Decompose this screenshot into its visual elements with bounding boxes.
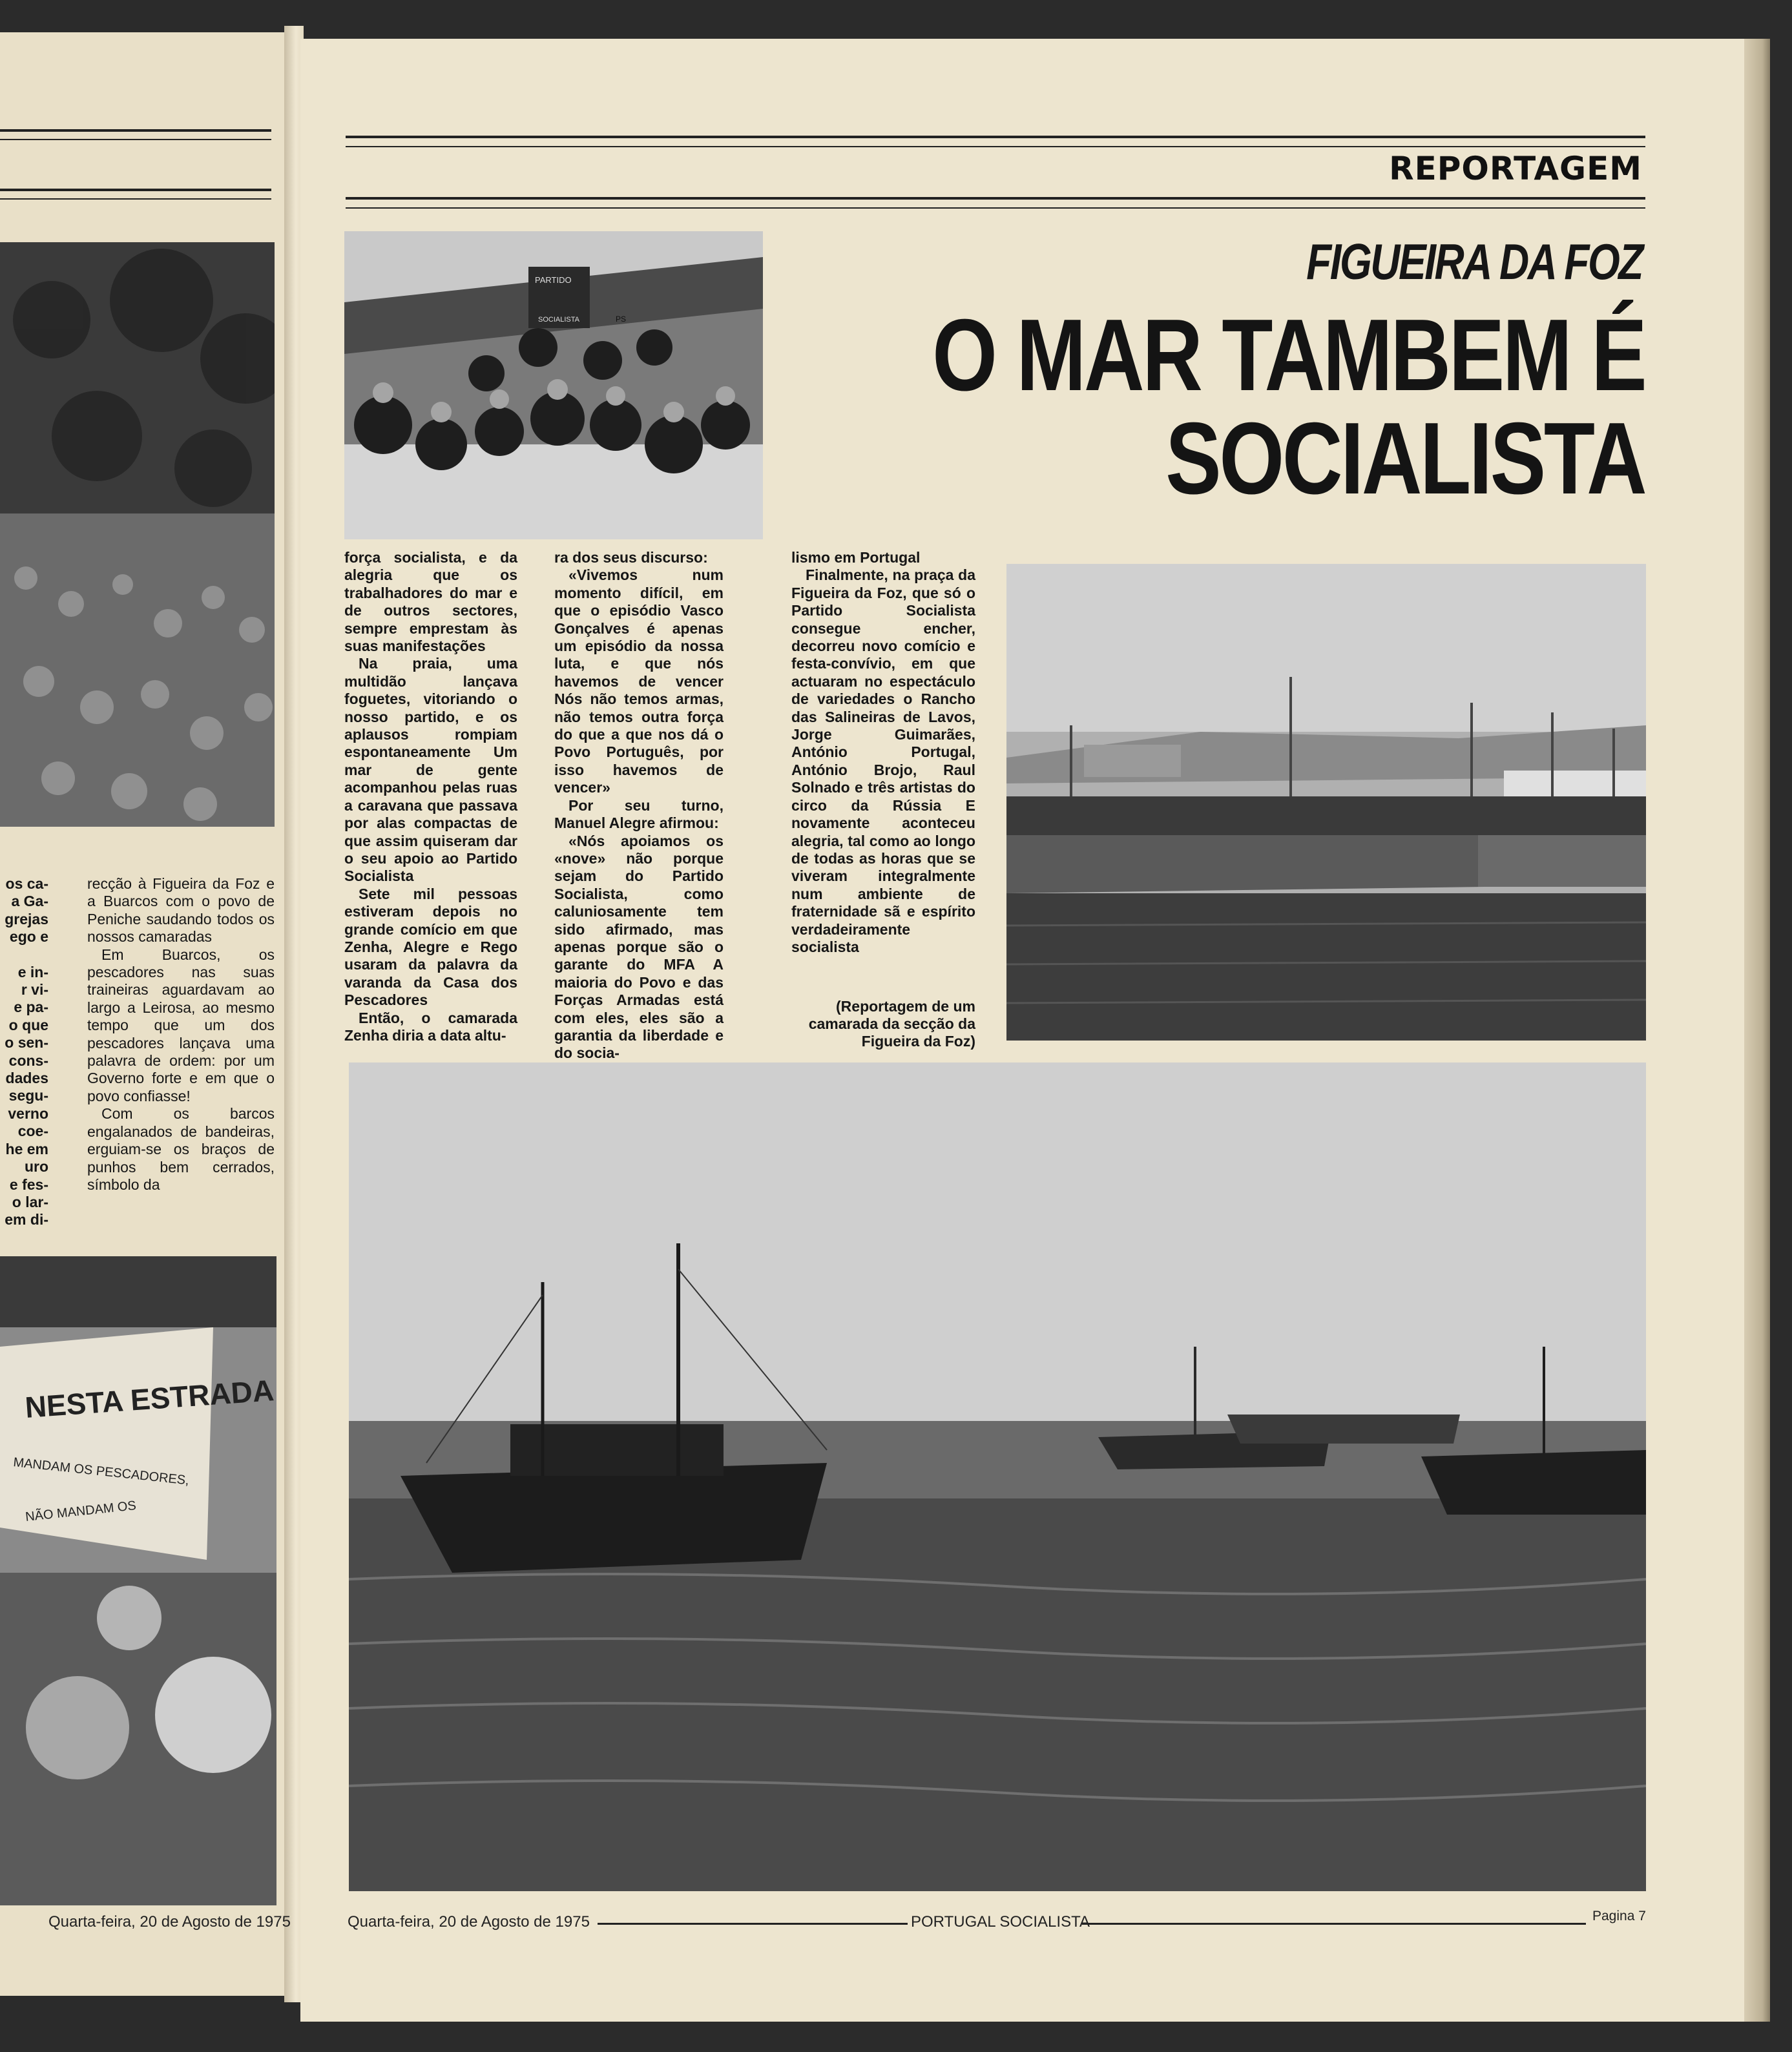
footer-rule-left [598, 1923, 908, 1925]
harbour-photo [1006, 564, 1646, 1041]
left-col-a-line: o lar- [12, 1193, 48, 1210]
paragraph: Sete mil pessoas estiveram depois no grande comício em que Zenha, Alegre e Rego usaram da palavra da varanda da Casa dos Pescadores [344, 885, 517, 1009]
left-col-a-line: dades [5, 1070, 48, 1087]
top-rule-2 [346, 146, 1645, 147]
left-col-a-line: verno [8, 1104, 48, 1122]
left-col-a-line: em di- [5, 1211, 48, 1228]
paragraph: recção à Figueira da Foz e a Buarcos com o povo de Peniche saudando todos os nossos camaradas [87, 875, 275, 946]
headline-line: O MAR TAMBEM É [932, 298, 1645, 412]
left-top-rule [0, 129, 271, 132]
left-footer-date: Quarta-feira, 20 de Agosto de 1975 [48, 1913, 291, 1931]
paragraph: Por seu turno, Manuel Alegre afirmou: [554, 796, 724, 832]
paragraph: Então, o camarada Zenha diria a data altu- [344, 1009, 517, 1044]
page-edge [1744, 39, 1770, 2022]
left-top-rule-2 [0, 139, 271, 140]
kicker-title: FIGUEIRA DA FOZ [1306, 233, 1642, 290]
banner-text: NESTA ESTRADA [24, 1373, 275, 1424]
article-col-3 [791, 549, 975, 956]
paragraph: ra dos seus discurso: [554, 549, 708, 566]
top-rule [346, 136, 1645, 138]
left-top-rule-4 [0, 198, 271, 200]
section-rule-2 [346, 207, 1645, 209]
left-col-a-line: r vi- [21, 981, 48, 999]
crowd-photo [0, 242, 275, 827]
article-col-2 [554, 549, 724, 1062]
fishing-boats-photo [349, 1062, 1646, 1891]
left-col-b [87, 875, 275, 1194]
paragraph: Finalmente, na praça da Figueira da Foz, que só o Partido Socialista consegue encher, decorreu novo comício e festa-convívio, em que actuaram no espectáculo de variedades o Rancho das Salineiras de Lavos, Jorge Guimarães, António Portugal, António Brojo, Raul Solnado e três artistas do circo da Rússia E novamente aconteceu alegria, tal como ao longo de todas as horas que se viveram integralmente num ambiente de fraternidade sã e espírito verdadeiramente socialista [791, 566, 975, 955]
left-col-a-line: e pa- [14, 999, 48, 1016]
left-col-a-line: os ca- [5, 875, 48, 892]
footer-paper-name: PORTUGAL SOCIALISTA [911, 1913, 1090, 1931]
headline [932, 298, 1645, 515]
left-col-a [0, 875, 48, 1229]
left-col-a-line: coe- [17, 1123, 48, 1140]
report-credit: (Reportagem de um camarada da secção da Figueira da Foz) [808, 998, 975, 1050]
banner-text: NÃO MANDAM OS [25, 1498, 137, 1524]
paragraph: «Nós apoiamos os «nove» não porque sejam do Partido Socialista, como caluniosamente tem sido afirmado, mas apenas porque são o garante do MFA A maioria do Povo e das Forças Armadas está com eles, eles são a garantia da liberdade e do socia- [554, 832, 724, 1062]
paragraph: Com os barcos engalanados de bandeiras, erguiam-se os braços de punhos bem cerrados, símbolo da [87, 1105, 275, 1193]
footer-rule-right [1082, 1923, 1586, 1925]
boat-banner-text: PS [616, 315, 627, 324]
left-col-a-line: o sen- [5, 1034, 48, 1052]
left-col-a-line: e fes- [9, 1176, 48, 1193]
left-col-a-line: e in- [17, 963, 48, 980]
section-rule [346, 197, 1645, 200]
paragraph: Na praia, uma multidão lançava foguetes, vitoriando o nosso partido, e os aplausos rompiam espontaneamente Um mar de gente acompanhou pelas ruas a caravana que passava por alas compactas de que assim quiseram dar o seu apoio ao Partido Socialista [344, 655, 517, 885]
boat-banner-text: PARTIDO [535, 275, 572, 285]
paragraph: lismo em Portugal [791, 549, 921, 566]
left-top-rule-3 [0, 189, 271, 191]
left-col-a-line: segu- [8, 1087, 48, 1104]
footer-date: Quarta-feira, 20 de Agosto de 1975 [348, 1913, 590, 1931]
banner-crowd-photo [0, 1256, 276, 1905]
boat-banner-text: SOCIALISTA [538, 316, 579, 324]
banner-text: MANDAM OS PESCADORES, [12, 1455, 190, 1488]
left-col-a-line: grejas [5, 910, 48, 928]
left-col-a-line: he em [5, 1140, 48, 1157]
headline-line: SOCIALISTA [1165, 402, 1645, 515]
section-label: REPORTAGEM [1389, 150, 1642, 187]
left-col-a-line: ego e [9, 928, 48, 946]
left-col-a-line: o que [8, 1016, 48, 1033]
left-col-a-line: cons- [8, 1052, 48, 1069]
left-col-a-line [0, 946, 48, 964]
left-col-a-line: a Ga- [11, 893, 48, 910]
boat-group-photo [344, 231, 763, 539]
page-number: Pagina 7 [1592, 1909, 1646, 1923]
paragraph: Em Buarcos, os pescadores nas suas traineiras aguardavam ao largo a Leirosa, ao mesmo tempo que um dos pescadores lançava uma palavra de ordem: por um Governo forte e em que o povo confiasse! [87, 946, 275, 1104]
left-col-a-line: uro [24, 1158, 48, 1176]
paragraph: «Vivemos num momento difícil, em que o episódio Vasco Gonçalves é apenas um episódio da nossa luta, e que nós havemos de vencer Nós não temos armas, não temos outra força do que a que nos dá o Povo Português, por isso havemos de vencer» [554, 566, 724, 796]
paragraph: força socialista, e da alegria que os trabalhadores do mar e de outros sectores, sempre emprestam às suas manifestações [344, 549, 517, 655]
article-col-1 [344, 549, 517, 1044]
